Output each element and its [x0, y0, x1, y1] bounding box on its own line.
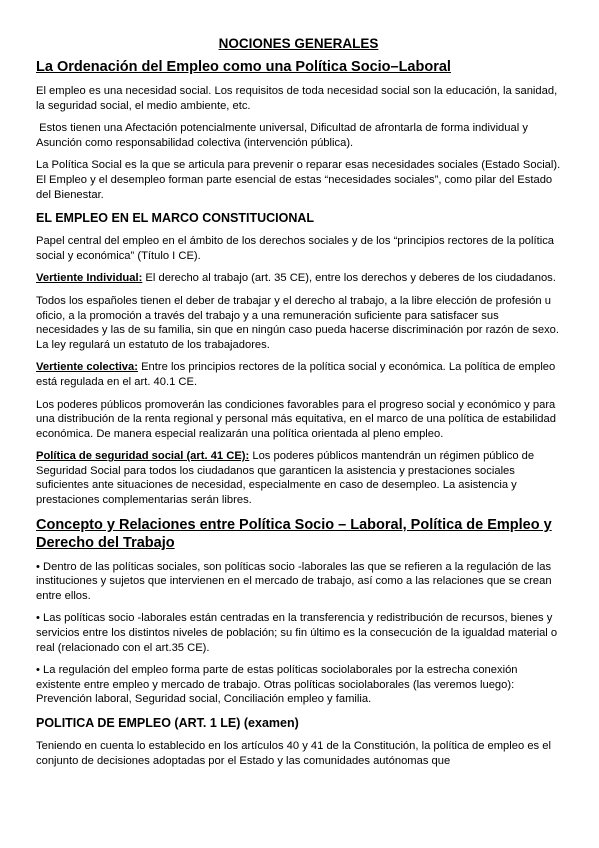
- paragraph-vertiente-individual: [36, 271, 561, 286]
- bullet-item: • La regulación del empleo forma parte de estas políticas sociolaborales por la estrecha conexión existente entre empleo y mercado de trabajo. Otras políticas sociolaborales (las veremos luego): Prevención laboral, Seguridad social, Conciliación empleo y familia.: [36, 664, 518, 706]
- bullet-item: • Las políticas socio -laborales están centradas en la transferencia y redistribución de recursos, bienes y servicios entre los distintos niveles de población; su fin último es la consecución de la igualdad material o real (relacionado con el art.35 CE).: [36, 612, 558, 654]
- paragraph: Papel central del empleo en el ámbito de los derechos sociales y de los “principios rectores de la política social y económica” (Título I CE).: [36, 235, 555, 262]
- paragraph-text: Los poderes públicos mantendrán un régimen público de Seguridad Social para todos los ciudadanos que garanticen la asistencia y prestaciones sociales suficientes ante situaciones de necesidad, especialmente en caso de desempleo. La asistencia y prestaciones complementarias serán libres.: [36, 450, 538, 507]
- paragraph-text: Entre los principios rectores de la política social y económica. La política de empleo está regulada en el art. 40.1 CE.: [36, 361, 559, 388]
- lead-seguridad-social: Política de seguridad social (art. 41 CE):: [36, 450, 250, 463]
- paragraph: Estos tienen una Afectación potencialmente universal, Dificultad de afrontarla de forma individual y Asunción como responsabilidad colectiva (intervención pública).: [36, 122, 531, 149]
- paragraph-seguridad-social: [36, 449, 561, 507]
- document-title: NOCIONES GENERALES: [218, 36, 379, 51]
- paragraph: La Política Social es la que se articula para prevenir o reparar esas necesidades sociales (Estado Social). El Empleo y el desempleo forman parte esencial de estas “necesidades sociales”, como pilar del Estado del Bienestar.: [36, 159, 561, 201]
- paragraph: Los poderes públicos promoverán las condiciones favorables para el progreso social y económico y para una distribución de la renta regional y personal más equitativa, en el marco de una política de estabilidad económica. De manera especial realizarán una política orientada al pleno empleo.: [36, 398, 556, 440]
- paragraph: Teniendo en cuenta lo establecido en los artículos 40 y 41 de la Constitución, la política de empleo es el conjunto de decisiones adoptadas por el Estado y las comunidades autónomas que: [36, 740, 551, 767]
- lead-vertiente-individual: Vertiente Individual:: [36, 272, 143, 285]
- bullet-item: • Dentro de las políticas sociales, son políticas socio -laborales las que se refieren a la regulación de las instituciones y sujetos que intervienen en el mercado de trabajo, así como a las relaciones que se crean entre ellos.: [36, 560, 552, 602]
- section-title-concepto-relaciones: Concepto y Relaciones entre Política Socio – Laboral, Política de Empleo y Derecho del Trabajo: [36, 516, 552, 551]
- heading-politica-de-empleo: POLITICA DE EMPLEO (ART. 1 LE) (examen): [36, 716, 299, 730]
- paragraph-vertiente-colectiva: [36, 360, 561, 389]
- heading-empleo-marco-constitucional: EL EMPLEO EN EL MARCO CONSTITUCIONAL: [36, 211, 315, 226]
- paragraph: El empleo es una necesidad social. Los requisitos de toda necesidad social son la educación, la sanidad, la seguridad social, el medio ambiente, etc.: [36, 85, 558, 112]
- paragraph: Todos los españoles tienen el deber de trabajar y el derecho al trabajo, a la libre elección de profesión u oficio, a la promoción a través del trabajo y a una remuneración suficiente para satisfacer sus necesidades y las de su familia, sin que en ningún caso pueda hacerse discriminación por razón de sexo. La ley regulará un estatuto de los trabajadores.: [36, 294, 560, 351]
- lead-vertiente-colectiva: Vertiente colectiva:: [36, 361, 138, 374]
- paragraph-text: El derecho al trabajo (art. 35 CE), entre los derechos y deberes de los ciudadanos.: [142, 272, 556, 285]
- section-title-ordenacion: La Ordenación del Empleo como una Política Socio–Laboral: [36, 59, 451, 75]
